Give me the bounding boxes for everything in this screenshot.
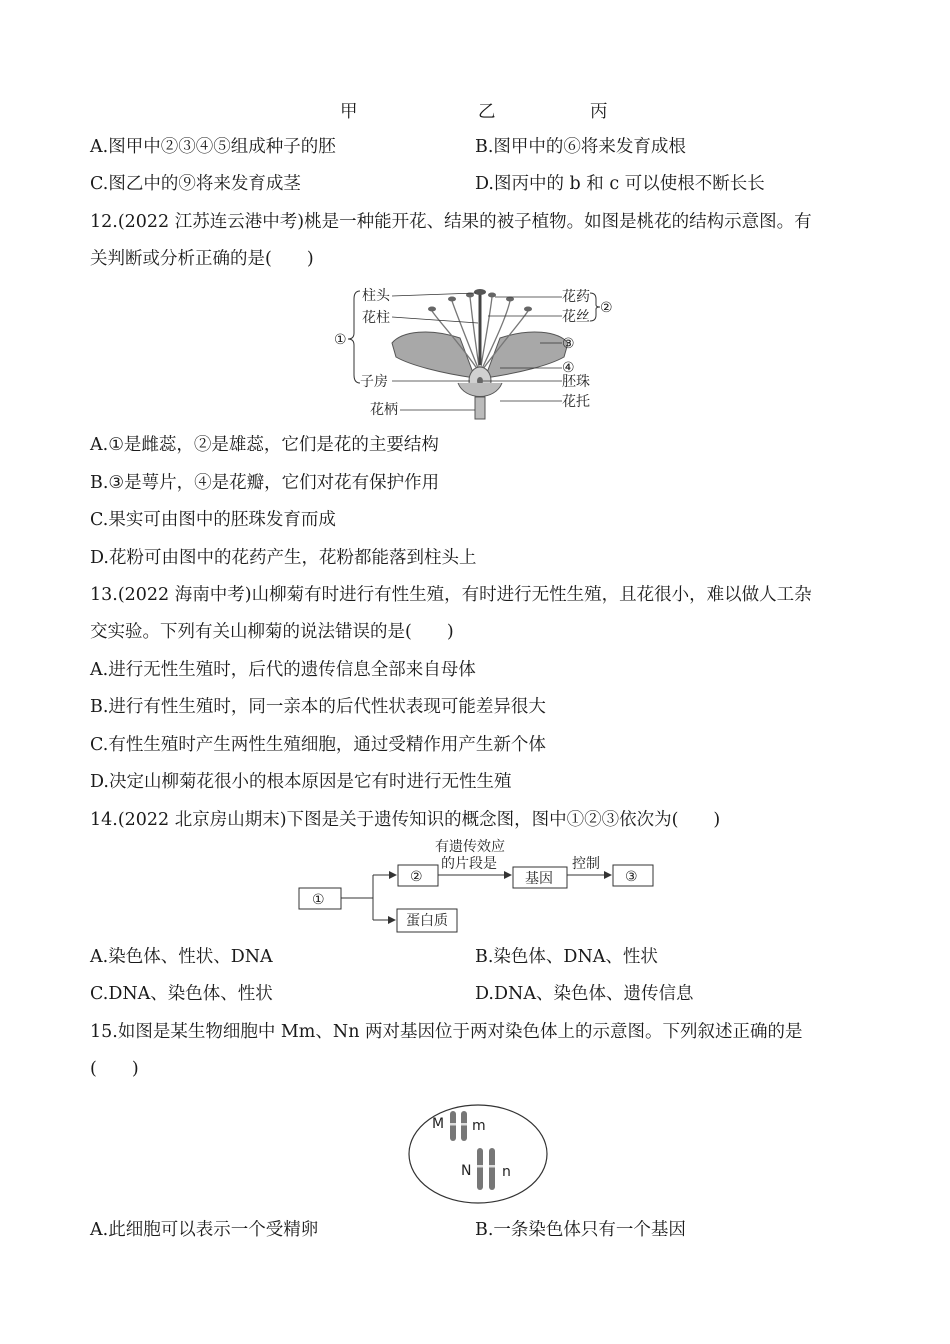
label-bracket-2: ② (600, 300, 613, 316)
q12-option-d: D.花粉可由图中的花药产生，花粉都能落到柱头上 (90, 548, 477, 568)
q15-option-b: B.一条染色体只有一个基因 (475, 1220, 686, 1240)
label-receptacle: 花托 (562, 394, 590, 410)
map-box-2: ② (410, 869, 423, 885)
q12-stem-line1: 12.(2022 江苏连云港中考)桃是一种能开花、结果的被子植物。如图是桃花的结构示意图。有 (90, 212, 812, 232)
fig-label-yi: 乙 (478, 102, 496, 122)
map-arrow-label-2: 的片段是 (441, 856, 497, 872)
label-ovule: 胚珠 (562, 374, 590, 390)
q12-stem-line2: 关判断或分析正确的是( ) (90, 249, 314, 269)
q13-option-c: C.有性生殖时产生两性生殖细胞，通过受精作用产生新个体 (90, 735, 546, 755)
chromosome-cell-diagram (405, 1102, 555, 1212)
q13-option-a: A.进行无性生殖时，后代的遗传信息全部来自母体 (90, 660, 476, 680)
gene-label-n: n (502, 1164, 511, 1180)
fig-label-jia: 甲 (340, 102, 358, 122)
q12-option-b: B.③是萼片，④是花瓣，它们对花有保护作用 (90, 473, 440, 493)
gene-label-M: M (432, 1116, 445, 1132)
gene-concept-map (295, 835, 665, 940)
map-box-3: ③ (625, 869, 638, 885)
q11-option-d: D.图丙中的 b 和 c 可以使根不断长长 (475, 174, 765, 194)
q14-option-a: A.染色体、性状、DNA (90, 947, 273, 967)
map-box-protein: 蛋白质 (406, 913, 448, 929)
gene-label-N: N (461, 1163, 472, 1179)
q15-stem-line2: ( ) (90, 1059, 139, 1079)
q11-option-b: B.图甲中的⑥将来发育成根 (475, 137, 686, 157)
q13-option-b: B.进行有性生殖时，同一亲本的后代性状表现可能差异很大 (90, 697, 546, 717)
label-num-4: ④ (562, 360, 575, 376)
q14-option-b: B.染色体、DNA、性状 (475, 947, 658, 967)
map-arrow-label-control: 控制 (572, 856, 600, 872)
q14-option-d: D.DNA、染色体、遗传信息 (475, 984, 694, 1004)
q11-option-c: C.图乙中的⑨将来发育成茎 (90, 174, 301, 194)
map-arrow-label-1: 有遗传效应 (435, 839, 505, 855)
label-bracket-1: ① (334, 332, 347, 348)
q13-option-d: D.决定山柳菊花很小的根本原因是它有时进行无性生殖 (90, 772, 512, 792)
peach-flower-diagram (330, 283, 630, 423)
q15-stem-line1: 15.如图是某生物细胞中 Mm、Nn 两对基因位于两对染色体上的示意图。下列叙述正确的是 (90, 1022, 803, 1042)
q14-option-c: C.DNA、染色体、性状 (90, 984, 273, 1004)
q12-option-a: A.①是雌蕊，②是雄蕊，它们是花的主要结构 (90, 435, 439, 455)
label-stigma: 柱头 (362, 288, 390, 304)
label-ovary: 子房 (360, 374, 388, 390)
q13-stem-line2: 交实验。下列有关山柳菊的说法错误的是( ) (90, 622, 454, 642)
q15-option-a: A.此细胞可以表示一个受精卵 (90, 1220, 319, 1240)
q12-option-c: C.果实可由图中的胚珠发育而成 (90, 510, 336, 530)
label-style: 花柱 (362, 310, 390, 326)
label-pedicel: 花柄 (370, 402, 398, 418)
q13-stem-line1: 13.(2022 海南中考)山柳菊有时进行有性生殖，有时进行无性生殖，且花很小，难以做人工杂 (90, 585, 812, 605)
label-anther: 花药 (562, 289, 590, 305)
q14-stem: 14.(2022 北京房山期末)下图是关于遗传知识的概念图，图中①②③依次为( ) (90, 810, 721, 830)
gene-label-m: m (472, 1118, 486, 1134)
map-box-gene: 基因 (525, 871, 553, 887)
q11-option-a: A.图甲中②③④⑤组成种子的胚 (90, 137, 336, 157)
label-filament: 花丝 (562, 309, 590, 325)
label-num-3: ③ (562, 336, 575, 352)
map-box-1: ① (312, 892, 325, 908)
fig-label-bing: 丙 (590, 102, 608, 122)
